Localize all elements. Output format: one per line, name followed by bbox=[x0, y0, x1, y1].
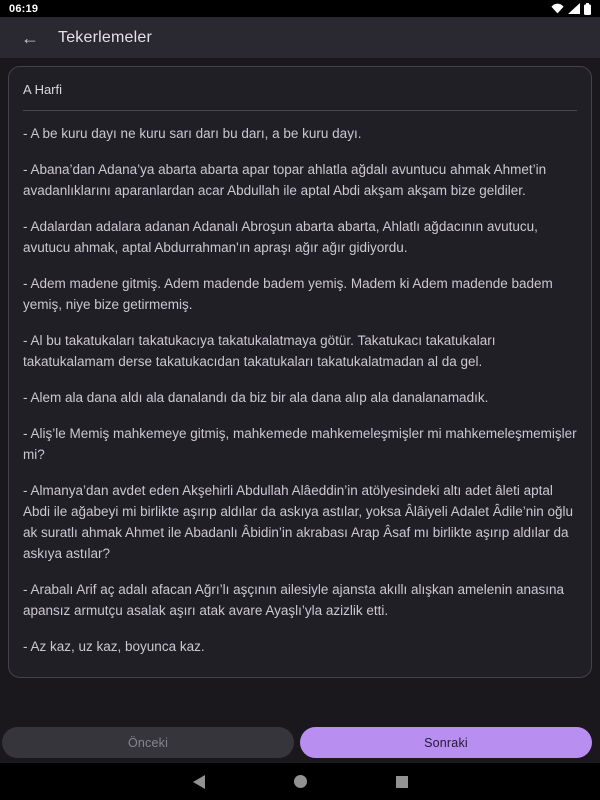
twister-item: - Abana’dan Adana’ya abarta abarta apar topar ahlatla ağdalı avuntucu ahmak Ahmet’in avadanlıklarını aparanlardan acar Abdullah ile aptal Abdi akşam akşam bize geldiler. bbox=[23, 162, 547, 198]
twister-item: - Almanya’dan avdet eden Akşehirli Abdullah Alâeddin’in atölyesindeki altı adet âleti aptal Abdi ile ağabeyi mi birlikte aşırıp aldılar da askıya astılar, yoksa Âlâiyeli Adalet Âdile’nin oğlu ak suratlı ahmak Ahmet ile Abadanlı Âbidin’in akrabası Arap Âsaf mı birlikte aşırıp aldılar da askıya astılar? bbox=[23, 483, 574, 561]
wifi-icon bbox=[551, 3, 564, 14]
nav-back-icon[interactable] bbox=[193, 775, 205, 789]
clock: 06:19 bbox=[9, 2, 39, 15]
twister-item: - Al bu takatukaları takatukacıya takatukalatmaya götür. Takatukacı takatukaları takatukalamam derse takatukacıdan takatukaları takatukalatmadan al da gel. bbox=[23, 333, 496, 369]
pagination-footer bbox=[2, 727, 592, 758]
twister-item: - Alem ala dana aldı ala danalandı da biz bir ala dana alıp ala danalanamadık. bbox=[23, 390, 489, 405]
nav-recents-icon[interactable] bbox=[396, 776, 408, 788]
cellular-signal-icon bbox=[568, 3, 580, 14]
card-title-divider bbox=[23, 110, 577, 111]
twister-item: - Adem madene gitmiş. Adem madende badem yemiş. Madem ki Adem madende badem yemiş, niye bize getirmemiş. bbox=[23, 276, 553, 312]
app-bar bbox=[0, 17, 600, 58]
page-title: Tekerlemeler bbox=[58, 28, 152, 46]
card-title: A Harfi bbox=[23, 82, 63, 97]
twister-item: - Adalardan adalara adanan Adanalı Abroşun abarta abarta, Ahlatlı ağdacının avutucu, avutucu ahmak, aptal Abdurrahman'ın apraşı ağır ağır gidiyordu. bbox=[23, 219, 538, 255]
twister-item: - A be kuru dayı ne kuru sarı darı bu darı, a be kuru dayı. bbox=[23, 126, 362, 141]
content-area bbox=[0, 58, 600, 763]
twister-item: - Az kaz, uz kaz, boyunca kaz. bbox=[23, 639, 205, 654]
android-nav-bar bbox=[0, 763, 600, 800]
nav-home-icon[interactable] bbox=[294, 775, 307, 788]
previous-button[interactable]: Önceki bbox=[2, 727, 294, 758]
status-bar bbox=[0, 0, 600, 17]
status-icons bbox=[551, 3, 591, 15]
back-arrow-icon[interactable]: ← bbox=[21, 27, 39, 48]
twister-list bbox=[23, 123, 577, 657]
twister-item: - Arabalı Arif aç adalı afacan Ağrı’lı aşçının ailesiyle ajansta akıllı alışkan amelenin anasına apansız armutçu asalak aşırı atak avare Ayaşlı’yla azizlik etti. bbox=[23, 582, 565, 618]
twisters-card bbox=[8, 66, 592, 678]
twister-item: - Aliş’le Memiş mahkemeye gitmiş, mahkemede mahkemeleşmişler mi mahkemeleşmemişler mi? bbox=[23, 426, 577, 462]
next-button[interactable]: Sonraki bbox=[300, 727, 592, 758]
battery-icon bbox=[584, 3, 591, 15]
